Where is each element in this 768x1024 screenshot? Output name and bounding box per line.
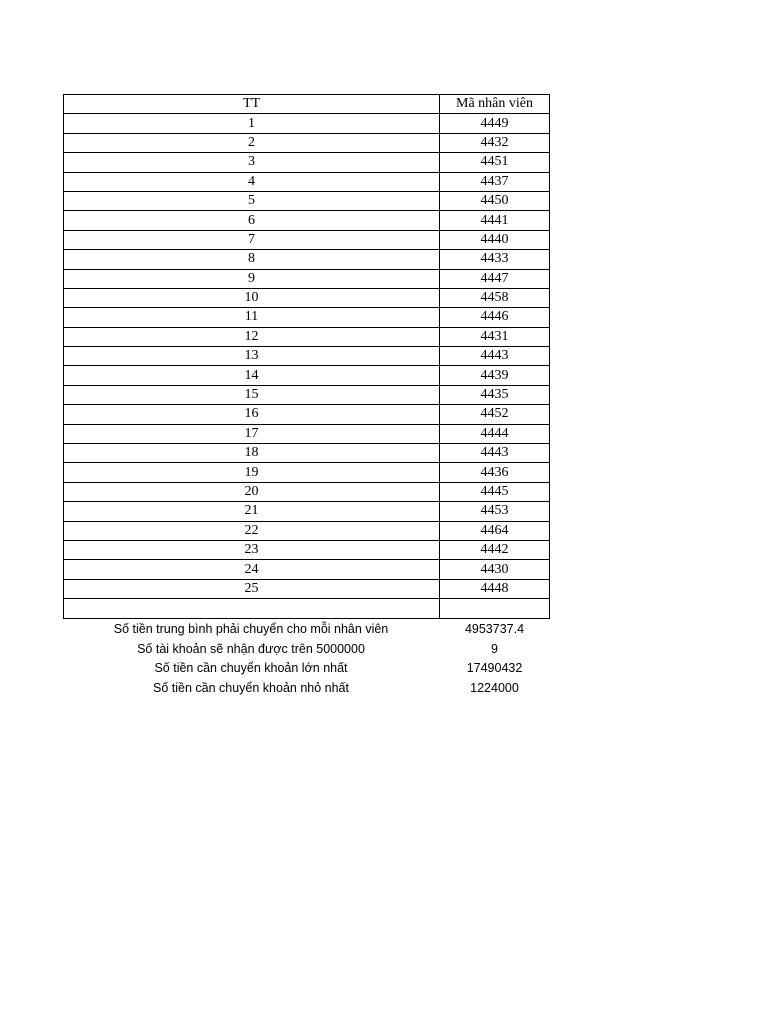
cell-tt: 18 xyxy=(64,444,440,463)
table-row xyxy=(64,153,550,172)
cell-employee-id: 4437 xyxy=(440,172,550,191)
cell-employee-id: 4453 xyxy=(440,502,550,521)
summary-value: 17490432 xyxy=(466,661,523,675)
cell-tt: 11 xyxy=(64,308,440,327)
summary-row xyxy=(63,640,550,660)
table-row xyxy=(64,366,550,385)
table-row xyxy=(64,463,550,482)
table-row xyxy=(64,288,550,307)
summary-value: 4953737.4 xyxy=(464,622,525,636)
table-row xyxy=(64,191,550,210)
header-tt: TT xyxy=(64,95,440,114)
cell-tt: 7 xyxy=(64,230,440,249)
cell-employee-id: 4443 xyxy=(440,347,550,366)
cell-employee-id: 4446 xyxy=(440,308,550,327)
cell-tt: 5 xyxy=(64,191,440,210)
table-row xyxy=(64,560,550,579)
summary-block xyxy=(63,620,550,698)
cell-tt: 21 xyxy=(64,502,440,521)
cell-employee-id: 4444 xyxy=(440,424,550,443)
table-row xyxy=(64,114,550,133)
cell-employee-id: 4449 xyxy=(440,114,550,133)
table-row xyxy=(64,327,550,346)
employee-table xyxy=(63,94,550,619)
cell-employee-id xyxy=(440,599,550,618)
table-row xyxy=(64,502,550,521)
cell-employee-id: 4439 xyxy=(440,366,550,385)
cell-employee-id: 4440 xyxy=(440,230,550,249)
table-row xyxy=(64,482,550,501)
cell-tt: 19 xyxy=(64,463,440,482)
cell-tt: 23 xyxy=(64,540,440,559)
table-row xyxy=(64,269,550,288)
cell-employee-id: 4450 xyxy=(440,191,550,210)
table-row xyxy=(64,599,550,618)
cell-employee-id: 4432 xyxy=(440,133,550,152)
cell-employee-id: 4448 xyxy=(440,579,550,598)
cell-tt: 22 xyxy=(64,521,440,540)
cell-tt: 8 xyxy=(64,250,440,269)
cell-tt: 6 xyxy=(64,211,440,230)
table-row xyxy=(64,308,550,327)
cell-tt: 1 xyxy=(64,114,440,133)
cell-employee-id: 4436 xyxy=(440,463,550,482)
cell-tt: 15 xyxy=(64,385,440,404)
cell-employee-id: 4431 xyxy=(440,327,550,346)
cell-tt: 25 xyxy=(64,579,440,598)
cell-employee-id: 4451 xyxy=(440,153,550,172)
table-row xyxy=(64,444,550,463)
cell-tt: 9 xyxy=(64,269,440,288)
table-row xyxy=(64,133,550,152)
cell-employee-id: 4441 xyxy=(440,211,550,230)
cell-employee-id: 4442 xyxy=(440,540,550,559)
summary-row xyxy=(63,620,550,640)
cell-tt: 4 xyxy=(64,172,440,191)
table-row xyxy=(64,424,550,443)
table-row xyxy=(64,540,550,559)
cell-tt: 14 xyxy=(64,366,440,385)
cell-employee-id: 4447 xyxy=(440,269,550,288)
cell-tt: 16 xyxy=(64,405,440,424)
summary-row xyxy=(63,679,550,699)
cell-tt: 13 xyxy=(64,347,440,366)
table-row xyxy=(64,250,550,269)
header-row xyxy=(64,95,550,114)
table-row xyxy=(64,385,550,404)
cell-tt: 3 xyxy=(64,153,440,172)
summary-value: 1224000 xyxy=(470,680,519,695)
table-row xyxy=(64,230,550,249)
summary-label: Số tiền cần chuyển khoản lớn nhất xyxy=(154,661,348,675)
cell-employee-id: 4443 xyxy=(440,444,550,463)
summary-row xyxy=(63,659,550,679)
header-employee-id: Mã nhân viên xyxy=(440,95,550,114)
summary-value: 9 xyxy=(491,641,498,656)
cell-tt xyxy=(64,599,440,618)
cell-tt: 12 xyxy=(64,327,440,346)
cell-tt: 17 xyxy=(64,424,440,443)
cell-employee-id: 4452 xyxy=(440,405,550,424)
cell-tt: 10 xyxy=(64,288,440,307)
summary-label: Số tiền cần chuyển khoản nhỏ nhất xyxy=(153,680,349,695)
cell-tt: 2 xyxy=(64,133,440,152)
table-row xyxy=(64,347,550,366)
cell-employee-id: 4430 xyxy=(440,560,550,579)
cell-employee-id: 4458 xyxy=(440,288,550,307)
table-row xyxy=(64,521,550,540)
cell-employee-id: 4433 xyxy=(440,250,550,269)
cell-employee-id: 4435 xyxy=(440,385,550,404)
table-row xyxy=(64,579,550,598)
table-row xyxy=(64,405,550,424)
cell-tt: 20 xyxy=(64,482,440,501)
cell-tt: 24 xyxy=(64,560,440,579)
table-row xyxy=(64,211,550,230)
cell-employee-id: 4464 xyxy=(440,521,550,540)
summary-label: Số tài khoản sẽ nhận được trên 5000000 xyxy=(137,641,365,656)
cell-employee-id: 4445 xyxy=(440,482,550,501)
summary-label: Số tiền trung bình phải chuyển cho mỗi nhân viên xyxy=(113,622,389,636)
table-row xyxy=(64,172,550,191)
